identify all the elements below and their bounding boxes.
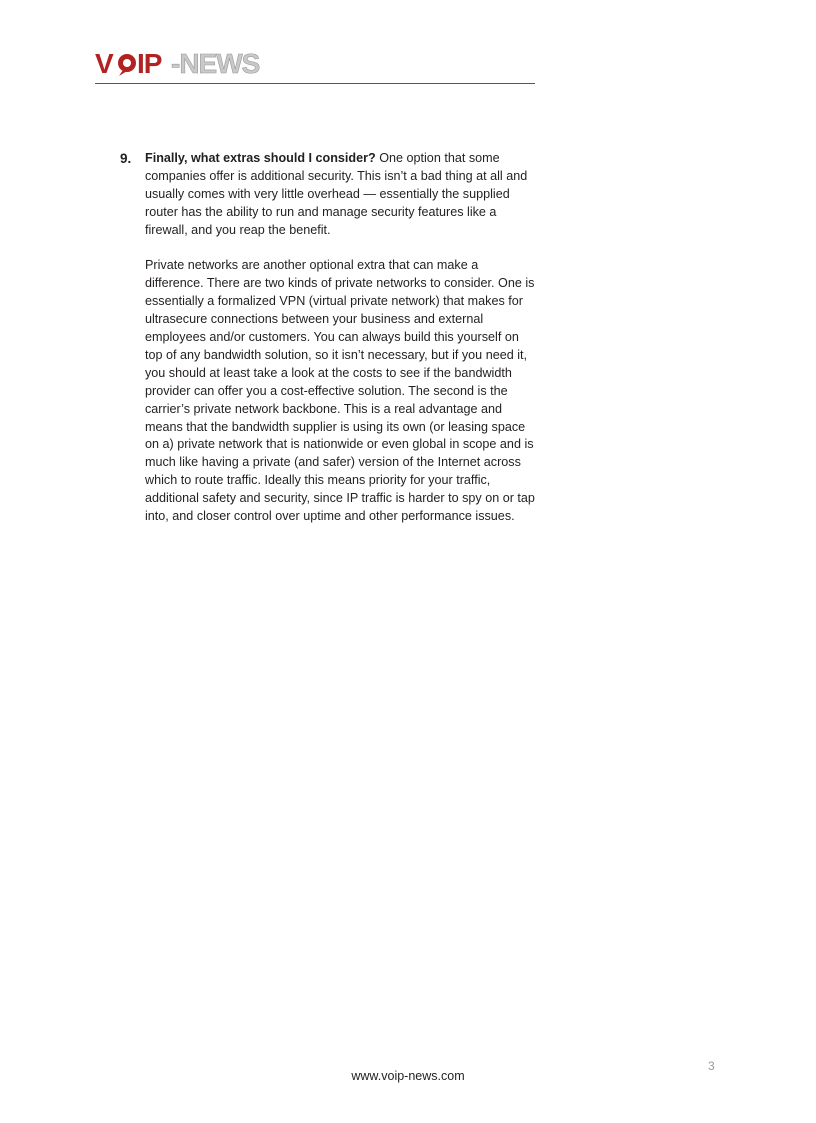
- item-lead-question: Finally, what extras should I consider?: [145, 151, 376, 165]
- page-number: 3: [708, 1059, 715, 1073]
- header-divider: [95, 83, 535, 84]
- item-paragraph-1-text: One option that some companies offer is additional security. This isn’t a bad thing at all and usually comes with very little overhead — essentially the supplied router has the ability to run and manage security features like a firewall, and you reap the benefit.: [145, 151, 528, 237]
- svg-text:IP: IP: [137, 48, 162, 78]
- footer-url: www.voip-news.com: [351, 1069, 465, 1083]
- item-paragraph-1: [145, 150, 538, 240]
- item-number: 9.: [120, 151, 132, 166]
- list-item-9: [118, 150, 538, 526]
- document-body: [118, 150, 538, 544]
- svg-text:-NEWS: -NEWS: [171, 48, 260, 78]
- svg-text:V: V: [95, 48, 113, 78]
- page-header: [95, 48, 535, 86]
- item-paragraph-2: Private networks are another optional extra that can make a difference. There are two kinds of private networks to consider. One is essentially a formalized VPN (virtual private network) that makes for ultrasecure connections between your business and external employees and/or customers. You can always build this yourself on top of any bandwidth solution, so it isn’t necessary, but if you need it, you should at least take a look at the costs to see if the bandwidth provider can offer you a cost-effective solution. The second is the carrier’s private network backbone. This is a real advantage and means that the bandwidth supplier is using its own (or leasing space on a) private network that is nationwide or even global in scope and is much like having a private (and safer) version of the Internet across which to route traffic. Ideally this means priority for your traffic, additional safety and security, since IP traffic is harder to spy on or tap into, and closer control over uptime and other performance issues.: [145, 258, 535, 524]
- voip-news-logo: [95, 48, 295, 78]
